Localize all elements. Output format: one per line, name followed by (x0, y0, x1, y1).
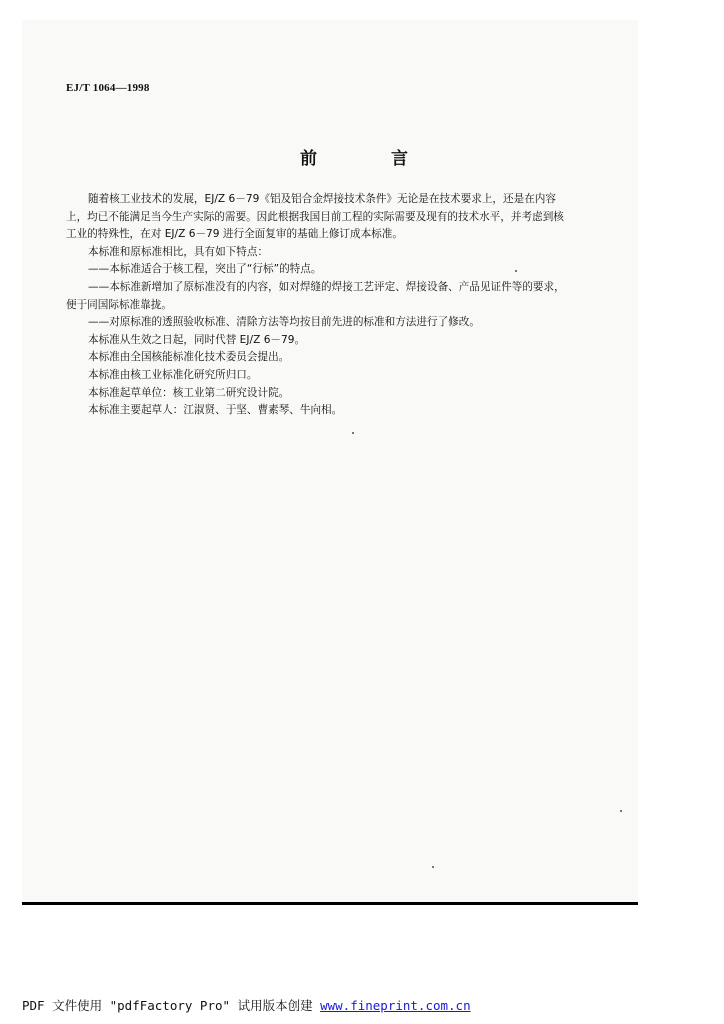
body-text (66, 191, 566, 420)
fineprint-link[interactable]: www.fineprint.com.cn (320, 998, 471, 1013)
paragraph-drafting-unit: 本标准起草单位：核工业第二研究设计院。 (88, 386, 290, 399)
paragraph-drafters: 本标准主要起草人：江淑贤、于坚、曹素琴、牛向相。 (88, 404, 343, 417)
paragraph-feature-3: ——对原标准的透照验收标准、清除方法等均按目前先进的标准和方法进行了修改。 (88, 316, 480, 329)
paragraph-features-lead: 本标准和原标准相比，具有如下特点： (88, 245, 269, 258)
paragraph-centralized-by: 本标准由核工业标准化研究所归口。 (88, 368, 258, 381)
scan-speck (352, 432, 354, 434)
scan-speck (620, 810, 622, 812)
paragraph-feature-1: ——本标准适合于核工程，突出了“行标”的特点。 (88, 263, 322, 276)
page-bottom-rule (22, 902, 638, 905)
pdf-footer (22, 996, 471, 1014)
paragraph-feature-2: ——本标准新增加了原标准没有的内容，如对焊缝的焊接工艺评定、焊接设备、产品见证件等的要求，便于同国际标准靠拢。 (66, 280, 565, 311)
document-code: EJ/T 1064—1998 (66, 82, 150, 94)
footer-text: PDF 文件使用 "pdfFactory Pro" 试用版本创建 (22, 998, 321, 1013)
paragraph-proposed-by: 本标准由全国核能标准化技术委员会提出。 (88, 351, 290, 364)
scan-speck (515, 270, 517, 272)
paragraph-effective: 本标准从生效之日起，同时代替 EJ/Z 6－79。 (88, 333, 306, 346)
page-title: 前 言 (300, 149, 442, 169)
scan-speck (432, 866, 434, 868)
paragraph-intro: 随着核工业技术的发展，EJ/Z 6－79《铝及铝合金焊接技术条件》无论是在技术要求上，还是在内容上，均已不能满足当今生产实际的需要。因此根据我国目前工程的实际需要及现有的技术水平，并考虑到核工业的特殊性，在对 EJ/Z 6－79 进行全面复审的基础上修订成本标准。 (66, 193, 564, 241)
